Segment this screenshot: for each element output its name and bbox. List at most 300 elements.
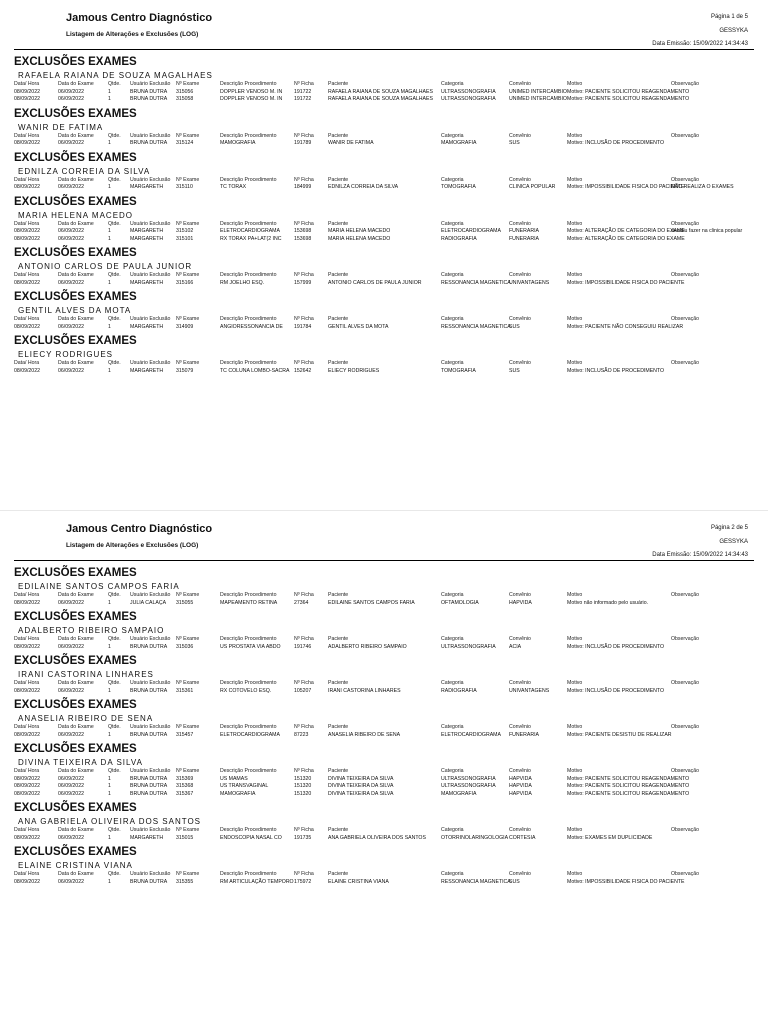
column-header: Nº Exame — [176, 272, 200, 278]
table-cell: 06/09/2022 — [58, 140, 84, 146]
table-cell: BRUNA DUTRA — [130, 878, 168, 885]
column-header: Motivo — [567, 724, 583, 730]
user-name: GESSYKA — [719, 539, 748, 545]
table-cell: ULTRASSONOGRAFIA — [441, 88, 496, 95]
column-header: Motivo — [567, 176, 583, 183]
table-cell: ANTONIO CARLOS DE PAULA JUNIOR — [328, 279, 422, 286]
table-cell: 06/09/2022 — [58, 88, 84, 95]
column-header: Nº Exame — [176, 636, 200, 642]
table-cell: 1 — [108, 140, 111, 146]
exclusion-section — [14, 333, 754, 375]
column-header: Nº Ficha — [294, 132, 314, 139]
column-header: Motivo — [567, 81, 583, 87]
table-cell: MARGARETH — [130, 235, 164, 242]
table-cell: 06/09/2022 — [58, 96, 84, 102]
user-name: GESSYKA — [719, 28, 748, 34]
table-cell: DIVINA TEIXEIRA DA SILVA — [328, 775, 394, 782]
table-row — [14, 140, 754, 148]
table-cell: UNIMED INTERCAMBIO — [509, 88, 567, 95]
section-title: EXCLUSÕES EXAMES — [14, 802, 137, 814]
table-cell: 06/09/2022 — [58, 834, 84, 841]
table-cell: 08/09/2022 — [14, 834, 40, 841]
column-header: Motivo — [567, 592, 583, 598]
column-header: Usuário Exclusão — [130, 132, 171, 139]
table-cell: TOMOGRAFIA — [441, 367, 476, 374]
table-row — [14, 89, 754, 97]
column-header: Observação — [671, 360, 699, 366]
table-cell: 315079 — [176, 367, 194, 374]
table-cell: UNIVANTAGENS — [509, 279, 550, 286]
patient-name: ELAINE CRISTINA VIANA — [18, 861, 133, 870]
section-title: EXCLUSÕES EXAMES — [14, 56, 137, 68]
column-header: Qtde. — [108, 724, 121, 730]
section-title: EXCLUSÕES EXAMES — [14, 655, 137, 667]
table-cell: 1 — [108, 323, 111, 330]
table-cell: 06/09/2022 — [58, 599, 84, 606]
table-cell: MAPEAMENTO RETINA — [220, 599, 278, 606]
table-cell: ELETROCARDIOGRAMA — [441, 731, 501, 738]
table-cell: EDNILZA CORREIA DA SILVA — [328, 184, 399, 190]
table-cell: BRUNA DUTRA — [130, 775, 168, 782]
table-cell: Motivo: EXAMES EM DUPLICIDADE — [567, 834, 653, 841]
column-header: Data do Exame — [58, 768, 94, 774]
column-header: Qtde. — [108, 871, 121, 877]
column-header: Convênio — [509, 636, 531, 642]
column-header: Paciente — [328, 81, 349, 87]
company-name: Jamous Centro Diagnóstico — [66, 12, 213, 24]
column-header: Data/ Hora — [14, 220, 40, 227]
exclusion-section — [14, 194, 754, 244]
column-header: Convênio — [509, 680, 531, 686]
column-header: Usuário Exclusão — [130, 871, 171, 877]
column-header-row — [14, 636, 754, 644]
exclusion-section — [14, 289, 754, 331]
table-cell: 1 — [108, 878, 111, 885]
table-cell: 315058 — [176, 96, 194, 102]
column-header: Nº Exame — [176, 827, 200, 833]
table-cell: 08/09/2022 — [14, 367, 40, 374]
table-row — [14, 280, 754, 288]
table-cell: US TRANSVAGINAL — [220, 783, 269, 789]
table-cell: 08/09/2022 — [14, 279, 40, 286]
column-header: Observação — [671, 81, 699, 87]
table-cell: ULTRASSONOGRAFIA — [441, 783, 496, 789]
table-cell: Motivo: PACIENTE SOLICITOU REAGENDAMENTO — [567, 790, 690, 797]
column-header: Usuário Exclusão — [130, 81, 171, 87]
column-header: Convênio — [509, 220, 531, 227]
column-header-row — [14, 316, 754, 324]
table-cell: Motivo: PACIENTE SOLICITOU REAGENDAMENTO — [567, 96, 690, 102]
column-header: Observação — [671, 592, 699, 598]
patient-name: GENTIL ALVES DA MOTA — [18, 306, 132, 315]
column-header: Convênio — [509, 360, 531, 366]
table-cell: 08/09/2022 — [14, 775, 40, 782]
column-header: Data/ Hora — [14, 176, 40, 183]
table-cell: 06/09/2022 — [58, 783, 84, 789]
table-cell: RX TORAX PA+LAT(2 INC — [220, 235, 282, 242]
table-cell: MAMOGRAFIA — [441, 140, 477, 146]
patient-name: ELIECY RODRIGUES — [18, 350, 113, 359]
column-header: Usuário Exclusão — [130, 636, 171, 642]
column-header: Nº Exame — [176, 316, 200, 322]
page-header — [14, 511, 754, 563]
table-cell: DOPPLER VENOSO M. IN — [220, 88, 283, 95]
table-cell: BRUNA DUTRA — [130, 783, 168, 789]
table-cell: 1 — [108, 643, 111, 650]
exclusion-section — [14, 106, 754, 148]
table-cell: 315102 — [176, 228, 194, 234]
column-header: Descrição Procedimento — [220, 176, 277, 183]
table-cell: MAMOGRAFIA — [220, 140, 256, 146]
header-divider — [14, 560, 754, 561]
column-header: Data do Exame — [58, 636, 94, 642]
table-cell: Motivo: IMPOSSIBILIDADE FISICA DO PACIENTE — [567, 878, 685, 885]
table-cell: SUS — [509, 367, 520, 374]
column-header-row — [14, 177, 754, 185]
column-header-row — [14, 133, 754, 141]
column-header: Paciente — [328, 724, 349, 730]
table-cell: decidiu fazer na clinica popular — [671, 228, 743, 234]
table-cell: HAPVIDA — [509, 790, 532, 797]
column-header: Nº Ficha — [294, 724, 314, 730]
column-header: Observação — [671, 871, 699, 877]
table-cell: DIVINA TEIXEIRA DA SILVA — [328, 783, 394, 789]
table-cell: MARIA HELENA MACEDO — [328, 235, 391, 242]
column-header: Categoria — [441, 220, 464, 227]
table-cell: 1 — [108, 790, 111, 797]
table-cell: CORTESIA — [509, 834, 536, 841]
table-row — [14, 791, 754, 799]
table-cell: MARGARETH — [130, 834, 164, 841]
column-header: Qtde. — [108, 220, 121, 227]
table-cell: 06/09/2022 — [58, 367, 84, 374]
table-cell: HAPVIDA — [509, 599, 532, 606]
exclusion-section — [14, 245, 754, 287]
column-header: Data/ Hora — [14, 871, 40, 877]
column-header: Categoria — [441, 724, 464, 730]
column-header: Observação — [671, 132, 699, 139]
section-title: EXCLUSÕES EXAMES — [14, 846, 137, 858]
column-header: Qtde. — [108, 176, 121, 183]
column-header: Observação — [671, 220, 699, 227]
table-cell: BRUNA DUTRA — [130, 643, 168, 650]
column-header: Usuário Exclusão — [130, 768, 171, 774]
column-header: Motivo — [567, 316, 583, 322]
column-header: Categoria — [441, 176, 464, 183]
column-header: Descrição Procedimento — [220, 724, 277, 730]
column-header: Paciente — [328, 220, 349, 227]
table-cell: 315101 — [176, 235, 194, 242]
column-header: Data/ Hora — [14, 680, 40, 686]
table-cell: 1 — [108, 599, 111, 606]
table-cell: 1 — [108, 731, 111, 738]
column-header: Nº Ficha — [294, 827, 314, 833]
table-cell: 1 — [108, 687, 111, 694]
header-divider — [14, 49, 754, 50]
column-header: Observação — [671, 636, 699, 642]
table-cell: SUS — [509, 323, 520, 330]
table-cell: TC TORAX — [220, 184, 247, 190]
table-cell: 191746 — [294, 643, 312, 650]
column-header: Qtde. — [108, 132, 121, 139]
column-header-row — [14, 827, 754, 835]
column-header: Nº Ficha — [294, 220, 314, 227]
table-cell: Motivo: PACIENTE NÃO CONSEGUIU REALIZAR — [567, 323, 684, 330]
table-row — [14, 228, 754, 236]
column-header: Qtde. — [108, 592, 121, 598]
table-cell: 08/09/2022 — [14, 643, 40, 650]
table-cell: Motivo: INCLUSÃO DE PROCEDIMENTO — [567, 367, 665, 374]
table-cell: HAPVIDA — [509, 783, 532, 789]
column-header: Categoria — [441, 827, 464, 833]
table-cell: OTORRINOLARINGOLOGIA — [441, 834, 509, 841]
table-cell: 315015 — [176, 834, 194, 841]
table-cell: OFTAMOLOGIA — [441, 599, 479, 606]
column-header: Convênio — [509, 768, 531, 774]
column-header: Paciente — [328, 176, 349, 183]
table-row — [14, 835, 754, 843]
table-cell: BRUNA DUTRA — [130, 790, 168, 797]
table-cell: UNIVANTAGENS — [509, 687, 550, 694]
column-header: Usuário Exclusão — [130, 316, 171, 322]
column-header-row — [14, 272, 754, 280]
patient-name: MARIA HELENA MACEDO — [18, 210, 134, 220]
table-cell: 1 — [108, 279, 111, 286]
column-header: Usuário Exclusão — [130, 220, 171, 227]
column-header: Data/ Hora — [14, 592, 40, 598]
table-row — [14, 600, 754, 608]
table-cell: BRUNA DUTRA — [130, 88, 168, 95]
table-cell: 08/09/2022 — [14, 878, 40, 885]
table-cell: FUNERARIA — [509, 235, 539, 242]
column-header: Paciente — [328, 827, 349, 833]
table-cell: 08/09/2022 — [14, 88, 40, 95]
column-header: Motivo — [567, 827, 583, 833]
section-title: EXCLUSÕES EXAMES — [14, 151, 137, 164]
column-header: Categoria — [441, 360, 464, 366]
column-header: Data/ Hora — [14, 768, 40, 774]
column-header: Convênio — [509, 827, 531, 833]
table-cell: 08/09/2022 — [14, 228, 40, 234]
table-cell: Motivo: INCLUSÃO DE PROCEDIMENTO — [567, 687, 665, 694]
column-header: Data/ Hora — [14, 827, 40, 833]
table-row — [14, 688, 754, 696]
report-page — [0, 0, 768, 510]
report-subtitle: Listagem de Alterações e Exclusões (LOG) — [66, 31, 199, 38]
table-row — [14, 368, 754, 376]
table-cell: 08/09/2022 — [14, 96, 40, 102]
table-cell: 06/09/2022 — [58, 731, 84, 738]
table-cell: 1 — [108, 834, 111, 841]
table-cell: ENDOSCOPIA NASAL CO — [220, 834, 282, 841]
table-cell: 08/09/2022 — [14, 687, 40, 694]
table-cell: US MAMAS — [220, 775, 248, 782]
column-header: Paciente — [328, 636, 349, 642]
table-cell: ULTRASSONOGRAFIA — [441, 775, 496, 782]
column-header: Data do Exame — [58, 176, 94, 183]
table-cell: 315056 — [176, 88, 194, 95]
column-header: Paciente — [328, 132, 349, 139]
table-cell: EDILAINE SANTOS CAMPOS FARIA — [328, 599, 415, 606]
column-header: Nº Exame — [176, 724, 200, 730]
table-cell: 315368 — [176, 783, 194, 789]
table-cell: ADALBERTO RIBEIRO SAMPAIO — [328, 643, 407, 650]
column-header: Qtde. — [108, 360, 121, 366]
table-cell: RESSONANCIA MAGNETICA — [441, 323, 511, 330]
table-cell: HAPVIDA — [509, 775, 532, 782]
table-cell: ANGIORESSONANCIA DE — [220, 323, 283, 330]
patient-name: RAFAELA RAIANA DE SOUZA MAGALHAES — [18, 71, 213, 80]
table-row — [14, 783, 754, 791]
section-title: EXCLUSÕES EXAMES — [14, 567, 137, 579]
column-header-row — [14, 871, 754, 879]
column-header: Observação — [671, 272, 699, 278]
table-cell: 191722 — [294, 96, 312, 102]
patient-name: EDNILZA CORREIA DA SILVA — [18, 166, 151, 176]
table-cell: RAFAELA RAIANA DE SOUZA MAGALHAES — [328, 96, 433, 102]
column-header: Data/ Hora — [14, 132, 40, 139]
column-header: Nº Ficha — [294, 592, 314, 598]
column-header: Observação — [671, 724, 699, 730]
table-cell: 1 — [108, 184, 111, 190]
company-name: Jamous Centro Diagnóstico — [66, 523, 213, 535]
table-cell: Motivo: ALTERAÇÃO DE CATEGORIA DO EXAME — [567, 228, 685, 234]
patient-name: DIVINA TEIXEIRA DA SILVA — [18, 758, 143, 767]
column-header: Categoria — [441, 871, 464, 877]
table-cell: 06/09/2022 — [58, 643, 84, 650]
column-header: Motivo — [567, 220, 583, 227]
table-cell: MARGARETH — [130, 323, 164, 330]
column-header: Qtde. — [108, 827, 121, 833]
emission-date: Data Emissão: 15/09/2022 14:34:43 — [652, 552, 748, 558]
column-header: Qtde. — [108, 768, 121, 774]
table-cell: Motivo: PACIENTE SOLICITOU REAGENDAMENTO — [567, 783, 690, 789]
table-cell: 08/09/2022 — [14, 235, 40, 242]
report-page — [0, 510, 768, 1020]
column-header: Categoria — [441, 768, 464, 774]
column-header: Descrição Procedimento — [220, 871, 277, 877]
table-cell: 175972 — [294, 878, 312, 885]
column-header: Nº Exame — [176, 220, 200, 227]
patient-name: IRANI CASTORINA LINHARES — [18, 670, 154, 679]
patient-name: EDILAINE SANTOS CAMPOS FARIA — [18, 582, 180, 591]
table-cell: GENTIL ALVES DA MOTA — [328, 323, 389, 330]
column-header: Descrição Procedimento — [220, 768, 277, 774]
table-cell: Motivo: ALTERAÇÃO DE CATEGORIA DO EXAME — [567, 235, 685, 242]
column-header: Qtde. — [108, 272, 121, 278]
table-cell: JULIA CALAÇA — [130, 599, 167, 606]
table-cell: 1 — [108, 228, 111, 234]
column-header: Nº Exame — [176, 81, 200, 87]
table-cell: 08/09/2022 — [14, 184, 40, 190]
column-header: Motivo — [567, 360, 583, 366]
column-header: Paciente — [328, 360, 349, 366]
table-cell: BRUNA DUTRA — [130, 731, 168, 738]
column-header: Descrição Procedimento — [220, 680, 277, 686]
table-cell: FUNERARIA — [509, 731, 539, 738]
column-header: Paciente — [328, 316, 349, 322]
table-cell: ELETROCARDIOGRAMA — [220, 228, 280, 234]
table-row — [14, 324, 754, 332]
column-header: Data do Exame — [58, 81, 94, 87]
table-cell: 1 — [108, 96, 111, 102]
column-header: Paciente — [328, 768, 349, 774]
table-cell: 87223 — [294, 731, 309, 738]
column-header: Usuário Exclusão — [130, 272, 171, 278]
column-header: Descrição Procedimento — [220, 132, 277, 139]
table-cell: Motivo: INCLUSÃO DE PROCEDIMENTO — [567, 140, 665, 146]
table-cell: RX COTOVELO ESQ. — [220, 687, 272, 694]
column-header: Descrição Procedimento — [220, 316, 277, 322]
column-header: Paciente — [328, 871, 349, 877]
column-header-row — [14, 592, 754, 600]
table-cell: 191789 — [294, 140, 312, 146]
table-cell: 191784 — [294, 323, 312, 330]
table-cell: 315457 — [176, 731, 194, 738]
table-cell: 315036 — [176, 643, 194, 650]
column-header: Convênio — [509, 132, 531, 139]
table-cell: 153698 — [294, 228, 312, 234]
table-cell: 08/09/2022 — [14, 731, 40, 738]
column-header: Data do Exame — [58, 220, 94, 227]
table-cell: FUNERARIA — [509, 228, 539, 234]
column-header: Categoria — [441, 132, 464, 139]
exclusion-section — [14, 565, 754, 607]
column-header: Observação — [671, 316, 699, 322]
column-header: Nº Ficha — [294, 636, 314, 642]
column-header: Motivo — [567, 680, 583, 686]
table-cell: 1 — [108, 88, 111, 95]
table-cell: 151320 — [294, 783, 312, 789]
patient-name: WANIR DE FATIMA — [18, 122, 104, 132]
table-cell: 315355 — [176, 878, 194, 885]
table-cell: ELAINE CRISTINA VIANA — [328, 878, 389, 885]
table-cell: 1 — [108, 783, 111, 789]
section-title: EXCLUSÕES EXAMES — [14, 195, 137, 208]
column-header: Nº Ficha — [294, 360, 314, 366]
table-cell: MAMOGRAFIA — [220, 790, 256, 797]
table-cell: WANIR DE FATIMA — [328, 140, 374, 146]
table-cell: UNIMED INTERCAMBIO — [509, 96, 567, 102]
page-number: Página 1 de 5 — [710, 14, 748, 20]
table-cell: Motivo: INCLUSÃO DE PROCEDIMENTO — [567, 643, 665, 650]
table-cell: 08/09/2022 — [14, 599, 40, 606]
table-cell: Motivo: PACIENTE DESISTIU DE REALIZAR — [567, 731, 672, 738]
table-cell: BRUNA DUTRA — [130, 687, 168, 694]
table-cell: ACIA — [509, 643, 522, 650]
patient-name: ANA GABRIELA OLIVEIRA DOS SANTOS — [18, 817, 202, 826]
table-cell: 08/09/2022 — [14, 790, 40, 797]
column-header: Descrição Procedimento — [220, 636, 277, 642]
table-cell: Motivo não informado pelo usuário. — [567, 599, 649, 606]
table-cell: NÃO REALIZA O EXAMES — [671, 184, 734, 190]
column-header: Nº Ficha — [294, 871, 314, 877]
exclusion-section — [14, 844, 754, 886]
column-header: Motivo — [567, 272, 583, 278]
patient-name: ADALBERTO RIBEIRO SAMPAIO — [18, 626, 165, 635]
table-cell: 105207 — [294, 687, 312, 694]
table-cell: DIVINA TEIXEIRA DA SILVA — [328, 790, 394, 797]
table-cell: 191722 — [294, 88, 312, 95]
column-header: Observação — [671, 176, 699, 183]
table-cell: ANASELIA RIBEIRO DE SENA — [328, 731, 401, 738]
patient-name: ANTONIO CARLOS DE PAULA JUNIOR — [18, 262, 193, 271]
column-header: Convênio — [509, 871, 531, 877]
column-header: Usuário Exclusão — [130, 724, 171, 730]
table-cell: 315166 — [176, 279, 194, 286]
table-cell: BRUNA DUTRA — [130, 96, 168, 102]
table-cell: 191735 — [294, 834, 312, 841]
